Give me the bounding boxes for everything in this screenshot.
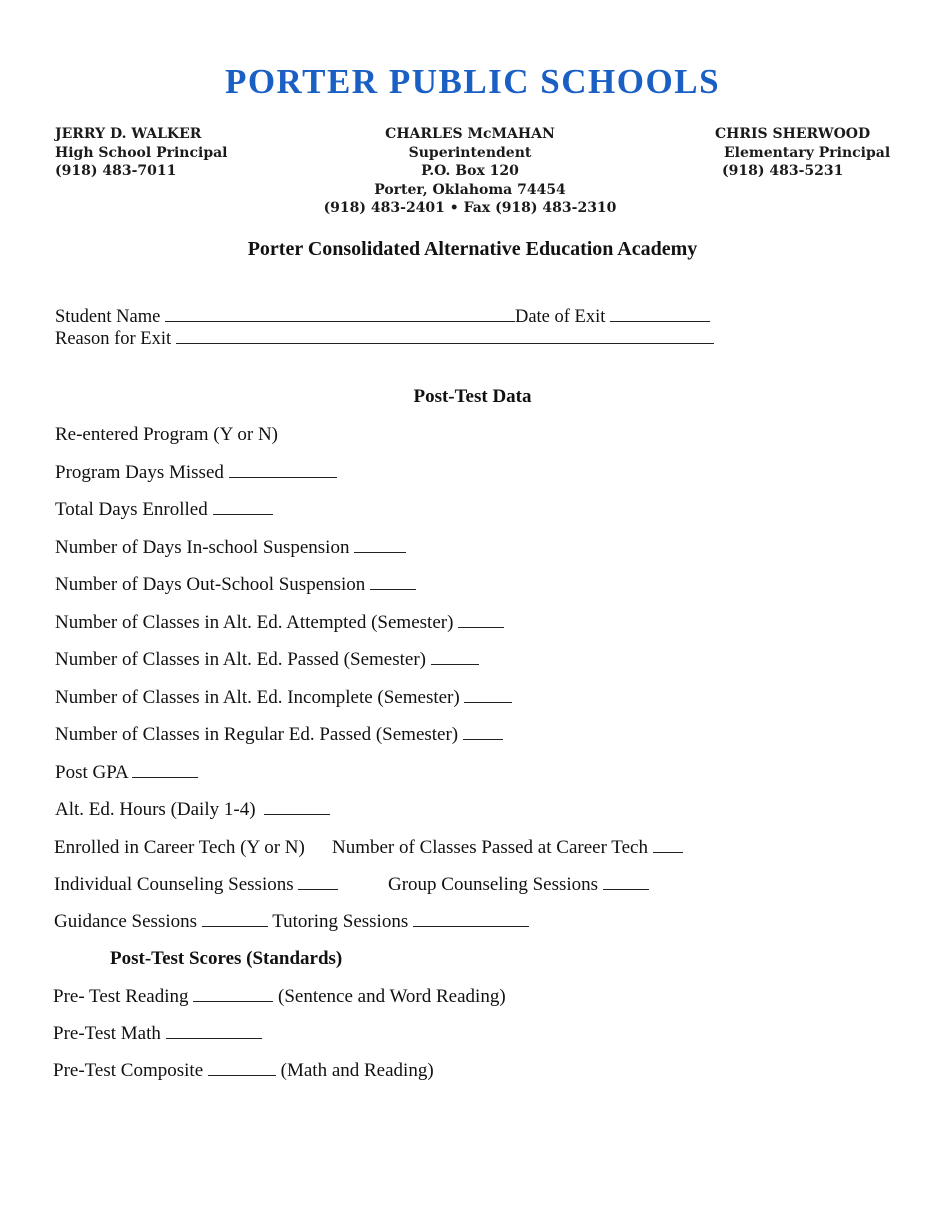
career-classes-label: Number of Classes Passed at Career Tech: [332, 837, 648, 858]
pre-composite-field[interactable]: [208, 1061, 276, 1076]
individual-counseling-label: Individual Counseling Sessions: [54, 874, 294, 895]
reason-row: [55, 328, 714, 350]
date-of-exit-label: Date of Exit: [514, 307, 606, 327]
student-name-field[interactable]: [165, 306, 515, 322]
regular-passed-label: Number of Classes in Regular Ed. Passed (Semester): [55, 724, 459, 745]
days-missed-row: [55, 462, 337, 484]
re-entered-row: [55, 424, 278, 446]
tutoring-label: Tutoring Sessions: [272, 911, 409, 932]
career-tech-row: [54, 837, 305, 859]
post-gpa-label: Post GPA: [55, 762, 128, 783]
career-classes-row: [332, 837, 683, 859]
classes-passed-field[interactable]: [431, 650, 479, 665]
classes-attempted-label: Number of Classes in Alt. Ed. Attempted (Semester): [55, 612, 454, 633]
classes-incomplete-label: Number of Classes in Alt. Ed. Incomplete (Semester): [55, 687, 460, 708]
career-classes-field[interactable]: [653, 838, 683, 853]
superintendent-title: Superintendent: [408, 144, 532, 161]
hs-principal-phone: (918) 483-7011: [55, 163, 177, 179]
address-line-2: Porter, Oklahoma 74454: [374, 181, 566, 198]
group-counseling-row: [388, 874, 649, 896]
classes-incomplete-row: [55, 687, 512, 709]
elem-principal-title: Elementary Principal: [724, 144, 891, 161]
reason-for-exit-field[interactable]: [176, 328, 714, 344]
reason-for-exit-label: Reason for Exit: [55, 329, 172, 349]
out-school-label: Number of Days Out-School Suspension: [55, 574, 366, 595]
tutoring-field[interactable]: [413, 912, 529, 927]
classes-passed-row: [55, 649, 479, 671]
classes-incomplete-field[interactable]: [464, 688, 512, 703]
out-school-field[interactable]: [370, 575, 416, 590]
total-days-field[interactable]: [213, 500, 273, 515]
pre-composite-label: Pre-Test Composite: [53, 1060, 204, 1081]
elem-principal-phone: (918) 483-5231: [722, 163, 844, 179]
classes-passed-label: Number of Classes in Alt. Ed. Passed (Semester): [55, 649, 426, 670]
alt-hours-row: [55, 799, 330, 821]
re-entered-label: Re-entered Program (Y or N): [55, 424, 278, 445]
scores-heading: Post-Test Scores (Standards): [110, 948, 343, 969]
right-contact: [715, 125, 890, 181]
in-school-label: Number of Days In-school Suspension: [55, 537, 350, 558]
pre-math-row: [53, 1023, 262, 1045]
in-school-field[interactable]: [354, 538, 406, 553]
days-missed-label: Program Days Missed: [55, 462, 224, 483]
group-counseling-field[interactable]: [603, 875, 649, 890]
pre-composite-note: (Math and Reading): [280, 1060, 434, 1081]
total-days-label: Total Days Enrolled: [55, 499, 208, 520]
post-test-heading: Post-Test Data: [413, 386, 532, 407]
hs-principal-title: High School Principal: [55, 144, 228, 161]
date-of-exit-field[interactable]: [610, 306, 710, 322]
phone-fax: (918) 483-2401 • Fax (918) 483-2310: [323, 200, 617, 216]
guidance-field[interactable]: [202, 912, 268, 927]
form-subtitle: Porter Consolidated Alternative Education Academy: [247, 238, 698, 260]
individual-counseling-row: [54, 874, 338, 896]
regular-passed-field[interactable]: [463, 725, 503, 740]
pre-composite-row: [53, 1060, 434, 1082]
pre-math-label: Pre-Test Math: [53, 1023, 161, 1044]
alt-hours-field[interactable]: [264, 800, 330, 815]
center-contact: [270, 125, 670, 218]
pre-reading-note: (Sentence and Word Reading): [278, 986, 506, 1007]
address-line-1: P.O. Box 120: [421, 163, 519, 179]
classes-attempted-field[interactable]: [458, 613, 504, 628]
student-name-label: Student Name: [55, 307, 161, 327]
alt-hours-label: Alt. Ed. Hours (Daily 1-4): [55, 799, 256, 820]
individual-counseling-field[interactable]: [298, 875, 338, 890]
student-name-row: [55, 306, 710, 328]
pre-reading-row: [53, 986, 506, 1008]
post-gpa-field[interactable]: [132, 763, 198, 778]
school-name: PORTER PUBLIC SCHOOLS: [224, 62, 721, 101]
out-school-row: [55, 574, 416, 596]
career-tech-label: Enrolled in Career Tech (Y or N): [54, 837, 305, 858]
guidance-label: Guidance Sessions: [54, 911, 198, 932]
days-missed-field[interactable]: [229, 463, 337, 478]
left-contact: [55, 125, 228, 181]
elem-principal-name: CHRIS SHERWOOD: [715, 126, 871, 142]
hs-principal-name: JERRY D. WALKER: [55, 126, 202, 142]
pre-reading-label: Pre- Test Reading: [53, 986, 189, 1007]
regular-passed-row: [55, 724, 503, 746]
classes-attempted-row: [55, 612, 504, 634]
superintendent-name: CHARLES McMAHAN: [385, 126, 555, 142]
post-gpa-row: [55, 762, 198, 784]
total-days-row: [55, 499, 273, 521]
pre-math-field[interactable]: [166, 1024, 262, 1039]
guidance-row: [54, 911, 529, 933]
group-counseling-label: Group Counseling Sessions: [388, 874, 599, 895]
pre-reading-field[interactable]: [193, 987, 273, 1002]
in-school-row: [55, 537, 406, 559]
